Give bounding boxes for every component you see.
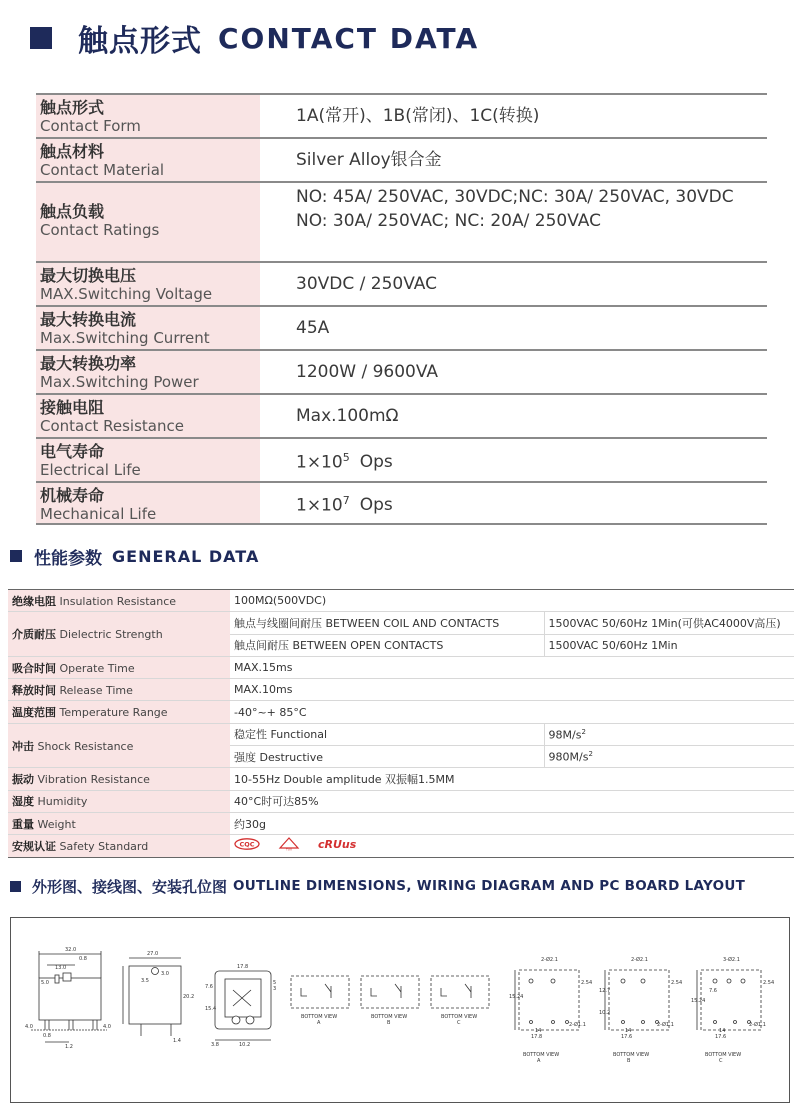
table-row — [8, 790, 794, 812]
life-value: $1\times 10^7$ Ops — [296, 493, 393, 516]
row-label — [36, 139, 260, 181]
value-line: 1A(常开)、1B(常闭)、1C(转换) — [296, 106, 540, 126]
svg-text:10.2: 10.2 — [599, 1010, 611, 1016]
row-label — [36, 307, 260, 349]
row-label: 温度范围 Temperature Range — [8, 701, 230, 723]
svg-text:BOTTOM VIEW: BOTTOM VIEW — [705, 1052, 742, 1058]
value-line: NO: 30A/ 250VAC; NC: 20A/ 250VAC — [296, 211, 601, 231]
label-en: Contact Material — [40, 161, 165, 179]
svg-text:2-Ø1.1: 2-Ø1.1 — [749, 1022, 766, 1028]
row-value: MAX.15ms — [230, 656, 794, 678]
svg-text:15.4: 15.4 — [205, 1006, 217, 1012]
svg-text:13.0: 13.0 — [55, 965, 67, 971]
table-row — [36, 437, 767, 481]
row-value: 约30g — [230, 812, 794, 834]
value-line: 1200W / 9600VA — [296, 362, 439, 382]
label-en: MAX.Switching Voltage — [40, 285, 213, 303]
svg-text:17.8: 17.8 — [237, 964, 249, 970]
row-value — [230, 835, 794, 857]
row-value — [260, 263, 767, 305]
sub-label: 触点间耐压 BETWEEN OPEN CONTACTS — [230, 634, 544, 656]
row-value: -40°~+ 85°C — [230, 701, 794, 723]
pcb-layout-b — [605, 970, 669, 1030]
svg-text:5.0: 5.0 — [41, 980, 49, 986]
row-label: 绝缘电阻 Insulation Resistance — [8, 590, 230, 612]
svg-text:3.5: 3.5 — [141, 978, 149, 984]
row-label: 湿度 Humidity — [8, 790, 230, 812]
svg-text:14: 14 — [719, 1028, 726, 1034]
svg-text:27.0: 27.0 — [147, 951, 159, 957]
tuv-logo-icon — [278, 837, 300, 854]
table-row — [8, 768, 794, 790]
row-label — [36, 483, 260, 523]
row-value: 10-55Hz Double amplitude 双振幅1.5MM — [230, 768, 794, 790]
table-row — [36, 137, 767, 181]
svg-text:3: 3 — [273, 986, 277, 992]
outline-section-title — [10, 876, 745, 896]
general-section-title — [10, 545, 259, 567]
life-value: $1\times 10^5$ Ops — [296, 450, 393, 473]
label-cn: 触点形式 — [40, 98, 105, 117]
row-value — [260, 483, 767, 523]
label-en: Contact Form — [40, 117, 141, 135]
svg-text:2-Ø1.1: 2-Ø1.1 — [569, 1022, 586, 1028]
table-row — [8, 656, 794, 678]
row-label: 重量 Weight — [8, 812, 230, 834]
svg-text:17.6: 17.6 — [715, 1034, 727, 1040]
contact-section-title — [30, 20, 480, 59]
row-value: 100MΩ(500VDC) — [230, 590, 794, 612]
pcb-layout-a — [515, 970, 579, 1030]
svg-text:7.6: 7.6 — [709, 988, 717, 994]
general-data-table — [8, 589, 794, 858]
contact-data-table — [36, 93, 767, 525]
title-square-icon — [10, 550, 22, 562]
outline-drawings-box — [10, 917, 790, 1103]
title-square-icon — [10, 881, 21, 892]
row-label — [36, 263, 260, 305]
svg-text:32.0: 32.0 — [65, 947, 77, 953]
svg-text:B: B — [627, 1058, 631, 1064]
label-cn: 电气寿命 — [40, 442, 105, 461]
row-label — [36, 351, 260, 393]
row-value — [260, 95, 767, 137]
table-row — [36, 349, 767, 393]
svg-text:0.8: 0.8 — [79, 956, 87, 962]
svg-text:3.0: 3.0 — [161, 971, 169, 977]
title-square-icon — [30, 27, 52, 49]
svg-text:BOTTOM VIEW: BOTTOM VIEW — [613, 1052, 650, 1058]
table-row — [36, 261, 767, 305]
svg-text:BOTTOM VIEW: BOTTOM VIEW — [523, 1052, 560, 1058]
row-label: 释放时间 Release Time — [8, 679, 230, 701]
label-cn: 触点负载 — [40, 202, 105, 221]
svg-text:1.4: 1.4 — [173, 1038, 181, 1044]
contact-title-cn: 触点形式 — [78, 24, 202, 59]
row-label — [36, 395, 260, 437]
outline-drawing — [11, 918, 791, 1104]
sub-value: $98M/s^2$ — [544, 723, 794, 745]
svg-text:cRUus: cRUus — [318, 838, 357, 852]
table-row — [8, 723, 794, 745]
general-title-cn: 性能参数 — [34, 548, 102, 569]
row-label: 吸合时间 Operate Time — [8, 656, 230, 678]
table-row — [8, 812, 794, 834]
value-line: NO: 45A/ 250VAC, 30VDC;NC: 30A/ 250VAC, 30VDC — [296, 187, 734, 207]
label-cn: 机械寿命 — [40, 486, 105, 505]
svg-text:A: A — [317, 1020, 321, 1026]
row-value: 40°C时可达85% — [230, 790, 794, 812]
value-line: 30VDC / 250VAC — [296, 274, 437, 294]
svg-text:BOTTOM VIEW: BOTTOM VIEW — [441, 1014, 478, 1020]
svg-text:5: 5 — [273, 980, 277, 986]
label-cn: 接触电阻 — [40, 398, 105, 417]
svg-text:15.24: 15.24 — [691, 998, 706, 1004]
value-line: Silver Alloy银合金 — [296, 150, 442, 170]
row-label: 冲击 Shock Resistance — [8, 723, 230, 768]
value-line: 45A — [296, 318, 330, 338]
svg-text:A: A — [537, 1058, 541, 1064]
svg-text:B: B — [387, 1020, 391, 1026]
row-label: 介质耐压 Dielectric Strength — [8, 612, 230, 657]
cqc-logo-icon — [234, 838, 260, 853]
svg-text:BOTTOM VIEW: BOTTOM VIEW — [371, 1014, 408, 1020]
svg-text:0.8: 0.8 — [43, 1033, 51, 1039]
row-value: MAX.10ms — [230, 679, 794, 701]
ul-logo-icon — [317, 837, 357, 854]
wiring-diagrams — [291, 976, 489, 1008]
svg-text:BOTTOM VIEW: BOTTOM VIEW — [301, 1014, 338, 1020]
sub-label: 触点与线圈间耐压 BETWEEN COIL AND CONTACTS — [230, 612, 544, 634]
svg-text:2.54: 2.54 — [671, 980, 683, 986]
label-cn: 触点材料 — [40, 142, 105, 161]
svg-text:2.54: 2.54 — [763, 980, 775, 986]
svg-text:14: 14 — [535, 1028, 542, 1034]
front-view-drawing — [31, 951, 107, 1042]
label-en: Mechanical Life — [40, 505, 157, 523]
row-value — [260, 183, 767, 261]
row-value — [260, 139, 767, 181]
table-row — [8, 612, 794, 634]
label-en: Contact Ratings — [40, 221, 160, 239]
label-cn: 最大切换电压 — [40, 266, 137, 285]
svg-text:TÜV: TÜV — [285, 848, 292, 852]
svg-text:17.8: 17.8 — [531, 1034, 543, 1040]
svg-text:4.0: 4.0 — [103, 1024, 111, 1030]
svg-text:2-Ø2.1: 2-Ø2.1 — [541, 957, 558, 963]
row-label: 振动 Vibration Resistance — [8, 768, 230, 790]
table-row — [8, 679, 794, 701]
label-en: Max.Switching Power — [40, 373, 199, 391]
sub-label: 稳定性 Functional — [230, 723, 544, 745]
row-label — [36, 183, 260, 261]
row-value — [260, 307, 767, 349]
sub-value: $980M/s^2$ — [544, 746, 794, 768]
row-value — [260, 351, 767, 393]
wiring-symbols — [301, 984, 471, 998]
table-row — [36, 93, 767, 137]
svg-text:2-Ø2.1: 2-Ø2.1 — [631, 957, 648, 963]
svg-text:CQC: CQC — [239, 840, 255, 849]
label-cn: 最大转换电流 — [40, 310, 137, 329]
svg-text:15.24: 15.24 — [509, 994, 524, 1000]
svg-text:14: 14 — [625, 1028, 632, 1034]
table-row — [8, 590, 794, 612]
table-row — [8, 835, 794, 857]
general-title-en: GENERAL DATA — [112, 546, 260, 566]
label-en: Electrical Life — [40, 461, 141, 479]
outline-title-cn: 外形图、接线图、安装孔位图 — [32, 877, 228, 896]
sub-label: 强度 Destructive — [230, 746, 544, 768]
svg-text:20.2: 20.2 — [183, 994, 195, 1000]
row-label — [36, 439, 260, 481]
table-row — [8, 701, 794, 723]
table-row — [36, 393, 767, 437]
row-value — [260, 395, 767, 437]
row-value — [260, 439, 767, 481]
svg-text:C: C — [719, 1058, 723, 1064]
svg-text:C: C — [457, 1020, 461, 1026]
label-en: Max.Switching Current — [40, 329, 210, 347]
table-row — [36, 481, 767, 525]
label-en: Contact Resistance — [40, 417, 184, 435]
table-row — [36, 181, 767, 261]
label-cn: 最大转换功率 — [40, 354, 137, 373]
table-row — [36, 305, 767, 349]
svg-text:3-Ø2.1: 3-Ø2.1 — [723, 957, 740, 963]
sub-value: 1500VAC 50/60Hz 1Min(可供AC4000V高压) — [544, 612, 794, 634]
sub-value: 1500VAC 50/60Hz 1Min — [544, 634, 794, 656]
svg-text:10.2: 10.2 — [239, 1042, 251, 1048]
outline-title-en: OUTLINE DIMENSIONS, WIRING DIAGRAM AND PC BOARD LAYOUT — [233, 878, 746, 894]
svg-text:17.6: 17.6 — [621, 1034, 633, 1040]
row-label: 安规认证 Safety Standard — [8, 835, 230, 857]
svg-text:2.54: 2.54 — [581, 980, 593, 986]
svg-text:4.0: 4.0 — [25, 1024, 33, 1030]
side-view-drawing — [123, 958, 181, 1036]
svg-text:1.2: 1.2 — [65, 1044, 73, 1050]
svg-text:3.8: 3.8 — [211, 1042, 219, 1048]
svg-text:7.6: 7.6 — [205, 984, 213, 990]
terminal-view-drawing — [215, 971, 271, 1040]
pcb-layout-c — [697, 970, 761, 1030]
svg-text:2-Ø1.1: 2-Ø1.1 — [657, 1022, 674, 1028]
svg-text:12.7: 12.7 — [599, 988, 611, 994]
contact-title-en: CONTACT DATA — [218, 21, 480, 55]
value-line: Max.100mΩ — [296, 406, 399, 426]
row-label — [36, 95, 260, 137]
